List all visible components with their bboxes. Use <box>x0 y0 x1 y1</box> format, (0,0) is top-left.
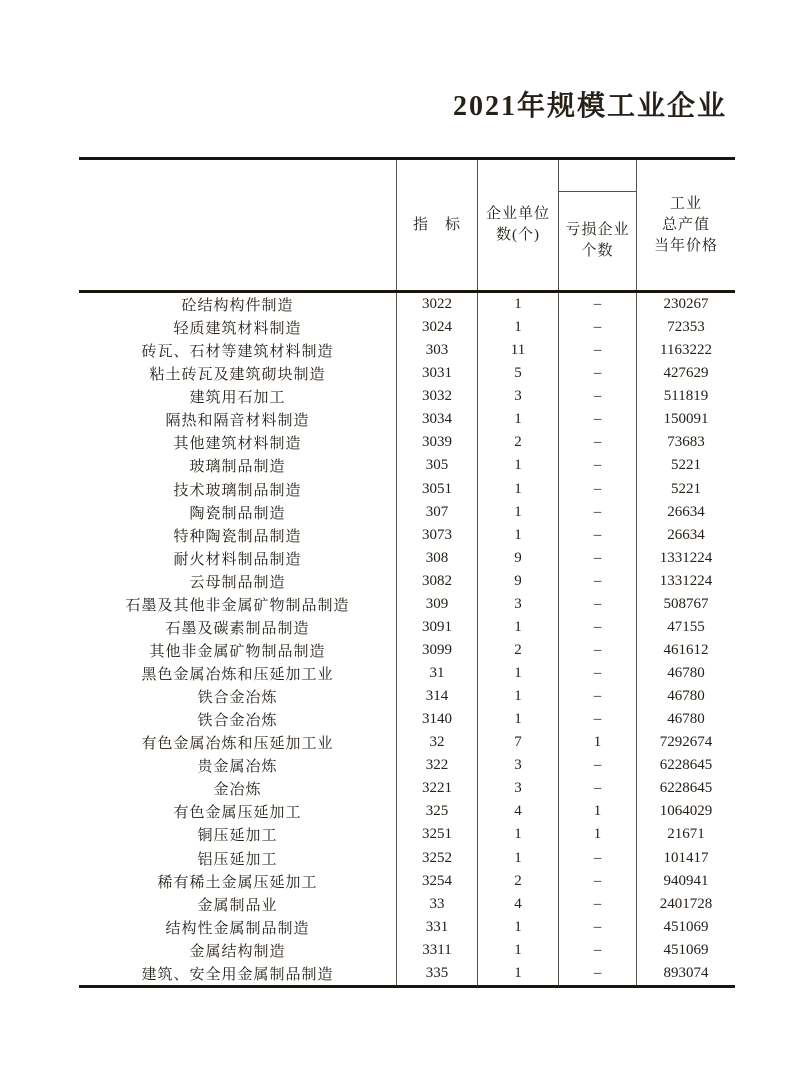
row-gross-output: 46780 <box>636 708 735 731</box>
row-enterprise-units: 1 <box>477 662 558 685</box>
header-enterprise-units-cell <box>477 160 558 290</box>
row-enterprise-units: 11 <box>477 339 558 362</box>
row-label: 有色金属冶炼和压延加工业 <box>141 736 334 753</box>
row-loss-enterprises: 1 <box>558 731 636 754</box>
row-gross-output: 26634 <box>636 501 735 524</box>
table-row <box>79 847 735 870</box>
row-indicator-code: 31 <box>396 662 477 685</box>
row-loss-enterprises: – <box>558 685 636 708</box>
row-enterprise-units: 2 <box>477 870 558 893</box>
row-enterprise-units: 1 <box>477 708 558 731</box>
row-indicator-code: 309 <box>396 593 477 616</box>
row-gross-output: 5221 <box>636 454 735 477</box>
table-body <box>79 293 735 988</box>
table-row <box>79 385 735 408</box>
table-row <box>79 916 735 939</box>
row-enterprise-units: 2 <box>477 431 558 454</box>
row-loss-enterprises: – <box>558 570 636 593</box>
row-enterprise-units: 1 <box>477 408 558 431</box>
row-label: 铜压延加工 <box>197 828 278 845</box>
table-row <box>79 870 735 893</box>
row-indicator-code: 325 <box>396 800 477 823</box>
row-enterprise-units: 1 <box>477 316 558 339</box>
row-indicator-code: 3034 <box>396 408 477 431</box>
row-enterprise-units: 1 <box>477 501 558 524</box>
table-row <box>79 524 735 547</box>
row-indicator-code: 3051 <box>396 478 477 501</box>
row-indicator-code: 3039 <box>396 431 477 454</box>
row-indicator-code: 3099 <box>396 639 477 662</box>
header-indicator-label: 指 标 <box>412 216 461 233</box>
row-enterprise-units: 1 <box>477 293 558 316</box>
table-row <box>79 478 735 501</box>
row-indicator-code: 322 <box>396 754 477 777</box>
row-enterprise-units: 1 <box>477 939 558 962</box>
row-label: 有色金属压延加工 <box>173 805 302 822</box>
row-loss-enterprises: – <box>558 847 636 870</box>
header-loss-top-subcell <box>559 160 636 192</box>
row-loss-enterprises: – <box>558 454 636 477</box>
table-row <box>79 893 735 916</box>
row-enterprise-units: 7 <box>477 731 558 754</box>
row-gross-output: 461612 <box>636 639 735 662</box>
row-indicator-code: 3031 <box>396 362 477 385</box>
row-gross-output: 511819 <box>636 385 735 408</box>
row-label: 铝压延加工 <box>197 851 278 868</box>
row-loss-enterprises: – <box>558 293 636 316</box>
row-enterprise-units: 3 <box>477 385 558 408</box>
row-loss-enterprises: 1 <box>558 800 636 823</box>
row-loss-enterprises: – <box>558 408 636 431</box>
row-gross-output: 6228645 <box>636 754 735 777</box>
row-gross-output: 940941 <box>636 870 735 893</box>
row-loss-enterprises: – <box>558 662 636 685</box>
row-loss-enterprises: – <box>558 708 636 731</box>
row-loss-enterprises: – <box>558 870 636 893</box>
row-label: 金属结构制造 <box>189 943 286 960</box>
table-row <box>79 501 735 524</box>
header-output-line3: 当年价格 <box>653 237 718 254</box>
row-indicator-code: 3254 <box>396 870 477 893</box>
row-enterprise-units: 9 <box>477 547 558 570</box>
row-loss-enterprises: – <box>558 916 636 939</box>
row-indicator-code: 33 <box>396 893 477 916</box>
row-gross-output: 1163222 <box>636 339 735 362</box>
row-gross-output: 21671 <box>636 823 735 846</box>
table-row <box>79 454 735 477</box>
row-gross-output: 2401728 <box>636 893 735 916</box>
row-label: 砖瓦、石材等建筑材料制造 <box>141 344 334 361</box>
row-loss-enterprises: – <box>558 754 636 777</box>
row-indicator-code: 3024 <box>396 316 477 339</box>
row-loss-enterprises: – <box>558 339 636 362</box>
row-indicator-code: 335 <box>396 962 477 985</box>
row-gross-output: 6228645 <box>636 777 735 800</box>
row-gross-output: 46780 <box>636 662 735 685</box>
row-indicator-code: 3311 <box>396 939 477 962</box>
row-label: 其他建筑材料制造 <box>173 436 302 453</box>
header-output-line2: 总产值 <box>661 216 710 233</box>
row-gross-output: 150091 <box>636 408 735 431</box>
table-row <box>79 662 735 685</box>
row-enterprise-units: 1 <box>477 823 558 846</box>
row-enterprise-units: 3 <box>477 777 558 800</box>
row-label: 隔热和隔音材料制造 <box>165 413 310 430</box>
row-gross-output: 230267 <box>636 293 735 316</box>
row-gross-output: 1064029 <box>636 800 735 823</box>
header-loss-label <box>559 192 636 290</box>
row-enterprise-units: 1 <box>477 524 558 547</box>
row-gross-output: 1331224 <box>636 570 735 593</box>
table-header <box>79 157 735 293</box>
row-enterprise-units: 1 <box>477 616 558 639</box>
row-gross-output: 73683 <box>636 431 735 454</box>
row-gross-output: 101417 <box>636 847 735 870</box>
statistics-table <box>79 157 735 988</box>
table-row <box>79 639 735 662</box>
row-loss-enterprises: – <box>558 962 636 985</box>
row-loss-enterprises: – <box>558 593 636 616</box>
table-row <box>79 777 735 800</box>
row-enterprise-units: 9 <box>477 570 558 593</box>
row-gross-output: 47155 <box>636 616 735 639</box>
header-loss-line1: 亏损企业 <box>565 222 630 238</box>
row-label: 特种陶瓷制品制造 <box>173 528 302 545</box>
row-loss-enterprises: – <box>558 478 636 501</box>
row-loss-enterprises: – <box>558 316 636 339</box>
row-gross-output: 508767 <box>636 593 735 616</box>
row-loss-enterprises: – <box>558 431 636 454</box>
row-label: 陶瓷制品制造 <box>189 505 286 522</box>
row-enterprise-units: 5 <box>477 362 558 385</box>
table-row <box>79 547 735 570</box>
table-row <box>79 708 735 731</box>
row-label: 建筑用石加工 <box>189 390 286 407</box>
row-indicator-code: 314 <box>396 685 477 708</box>
row-gross-output: 451069 <box>636 939 735 962</box>
row-enterprise-units: 2 <box>477 639 558 662</box>
header-units-line2: 数(个) <box>496 227 540 243</box>
row-gross-output: 7292674 <box>636 731 735 754</box>
row-loss-enterprises: – <box>558 777 636 800</box>
row-gross-output: 427629 <box>636 362 735 385</box>
row-enterprise-units: 3 <box>477 593 558 616</box>
row-loss-enterprises: – <box>558 893 636 916</box>
header-gross-output-cell <box>636 160 735 290</box>
row-indicator-code: 3251 <box>396 823 477 846</box>
row-indicator-code: 3022 <box>396 293 477 316</box>
row-loss-enterprises: – <box>558 524 636 547</box>
row-indicator-code: 3073 <box>396 524 477 547</box>
table-row <box>79 593 735 616</box>
row-gross-output: 1331224 <box>636 547 735 570</box>
header-loss-line2: 个数 <box>581 243 614 259</box>
row-label: 技术玻璃制品制造 <box>173 482 302 499</box>
header-stub-cell <box>79 160 396 290</box>
row-label: 铁合金冶炼 <box>197 713 278 730</box>
table-row <box>79 823 735 846</box>
row-loss-enterprises: – <box>558 547 636 570</box>
row-enterprise-units: 1 <box>477 454 558 477</box>
table-row <box>79 293 735 316</box>
row-label: 石墨及其他非金属矿物制品制造 <box>125 597 350 614</box>
row-indicator-code: 3032 <box>396 385 477 408</box>
row-label: 建筑、安全用金属制品制造 <box>141 966 334 983</box>
row-indicator-code: 32 <box>396 731 477 754</box>
row-indicator-code: 305 <box>396 454 477 477</box>
row-label: 铁合金冶炼 <box>197 690 278 707</box>
row-gross-output: 46780 <box>636 685 735 708</box>
row-loss-enterprises: – <box>558 385 636 408</box>
row-enterprise-units: 1 <box>477 685 558 708</box>
row-label: 结构性金属制品制造 <box>165 920 310 937</box>
row-indicator-code: 303 <box>396 339 477 362</box>
row-enterprise-units: 1 <box>477 847 558 870</box>
row-gross-output: 451069 <box>636 916 735 939</box>
row-label: 粘土砖瓦及建筑砌块制造 <box>149 367 326 384</box>
table-row <box>79 339 735 362</box>
row-label: 金属制品业 <box>197 897 278 914</box>
row-enterprise-units: 1 <box>477 962 558 985</box>
table-row <box>79 362 735 385</box>
table-row <box>79 570 735 593</box>
row-enterprise-units: 4 <box>477 800 558 823</box>
row-enterprise-units: 1 <box>477 916 558 939</box>
row-label: 金冶炼 <box>213 782 262 799</box>
row-loss-enterprises: – <box>558 639 636 662</box>
row-label: 黑色金属冶炼和压延加工业 <box>141 667 334 684</box>
row-indicator-code: 331 <box>396 916 477 939</box>
row-loss-enterprises: – <box>558 501 636 524</box>
row-label: 稀有稀土金属压延加工 <box>157 874 318 891</box>
row-indicator-code: 307 <box>396 501 477 524</box>
row-indicator-code: 3252 <box>396 847 477 870</box>
row-indicator-code: 3082 <box>396 570 477 593</box>
row-gross-output: 5221 <box>636 478 735 501</box>
row-gross-output: 72353 <box>636 316 735 339</box>
table-row <box>79 731 735 754</box>
header-units-line1: 企业单位 <box>485 206 550 222</box>
row-gross-output: 26634 <box>636 524 735 547</box>
table-row <box>79 939 735 962</box>
header-loss-enterprises-cell <box>558 160 636 290</box>
row-loss-enterprises: 1 <box>558 823 636 846</box>
row-label: 贵金属冶炼 <box>197 759 278 776</box>
row-label: 云母制品制造 <box>189 574 286 591</box>
row-enterprise-units: 3 <box>477 754 558 777</box>
header-output-line1: 工业 <box>669 195 702 212</box>
page-title: 2021年规模工业企业 <box>452 91 727 122</box>
row-indicator-code: 3140 <box>396 708 477 731</box>
row-loss-enterprises: – <box>558 616 636 639</box>
table-row <box>79 616 735 639</box>
row-gross-output: 893074 <box>636 962 735 985</box>
header-indicator-cell <box>396 160 477 290</box>
row-label: 砼结构构件制造 <box>181 298 294 315</box>
row-label: 玻璃制品制造 <box>189 459 286 476</box>
table-row <box>79 685 735 708</box>
row-label: 耐火材料制品制造 <box>173 551 302 568</box>
row-loss-enterprises: – <box>558 362 636 385</box>
row-indicator-code: 3221 <box>396 777 477 800</box>
row-label: 石墨及碳素制品制造 <box>165 620 310 637</box>
table-row <box>79 962 735 985</box>
table-row <box>79 800 735 823</box>
row-indicator-code: 308 <box>396 547 477 570</box>
table-row <box>79 316 735 339</box>
row-enterprise-units: 4 <box>477 893 558 916</box>
table-row <box>79 431 735 454</box>
table-row <box>79 408 735 431</box>
row-loss-enterprises: – <box>558 939 636 962</box>
table-row <box>79 754 735 777</box>
row-label: 其他非金属矿物制品制造 <box>149 643 326 660</box>
row-label: 轻质建筑材料制造 <box>173 321 302 338</box>
row-indicator-code: 3091 <box>396 616 477 639</box>
row-enterprise-units: 1 <box>477 478 558 501</box>
